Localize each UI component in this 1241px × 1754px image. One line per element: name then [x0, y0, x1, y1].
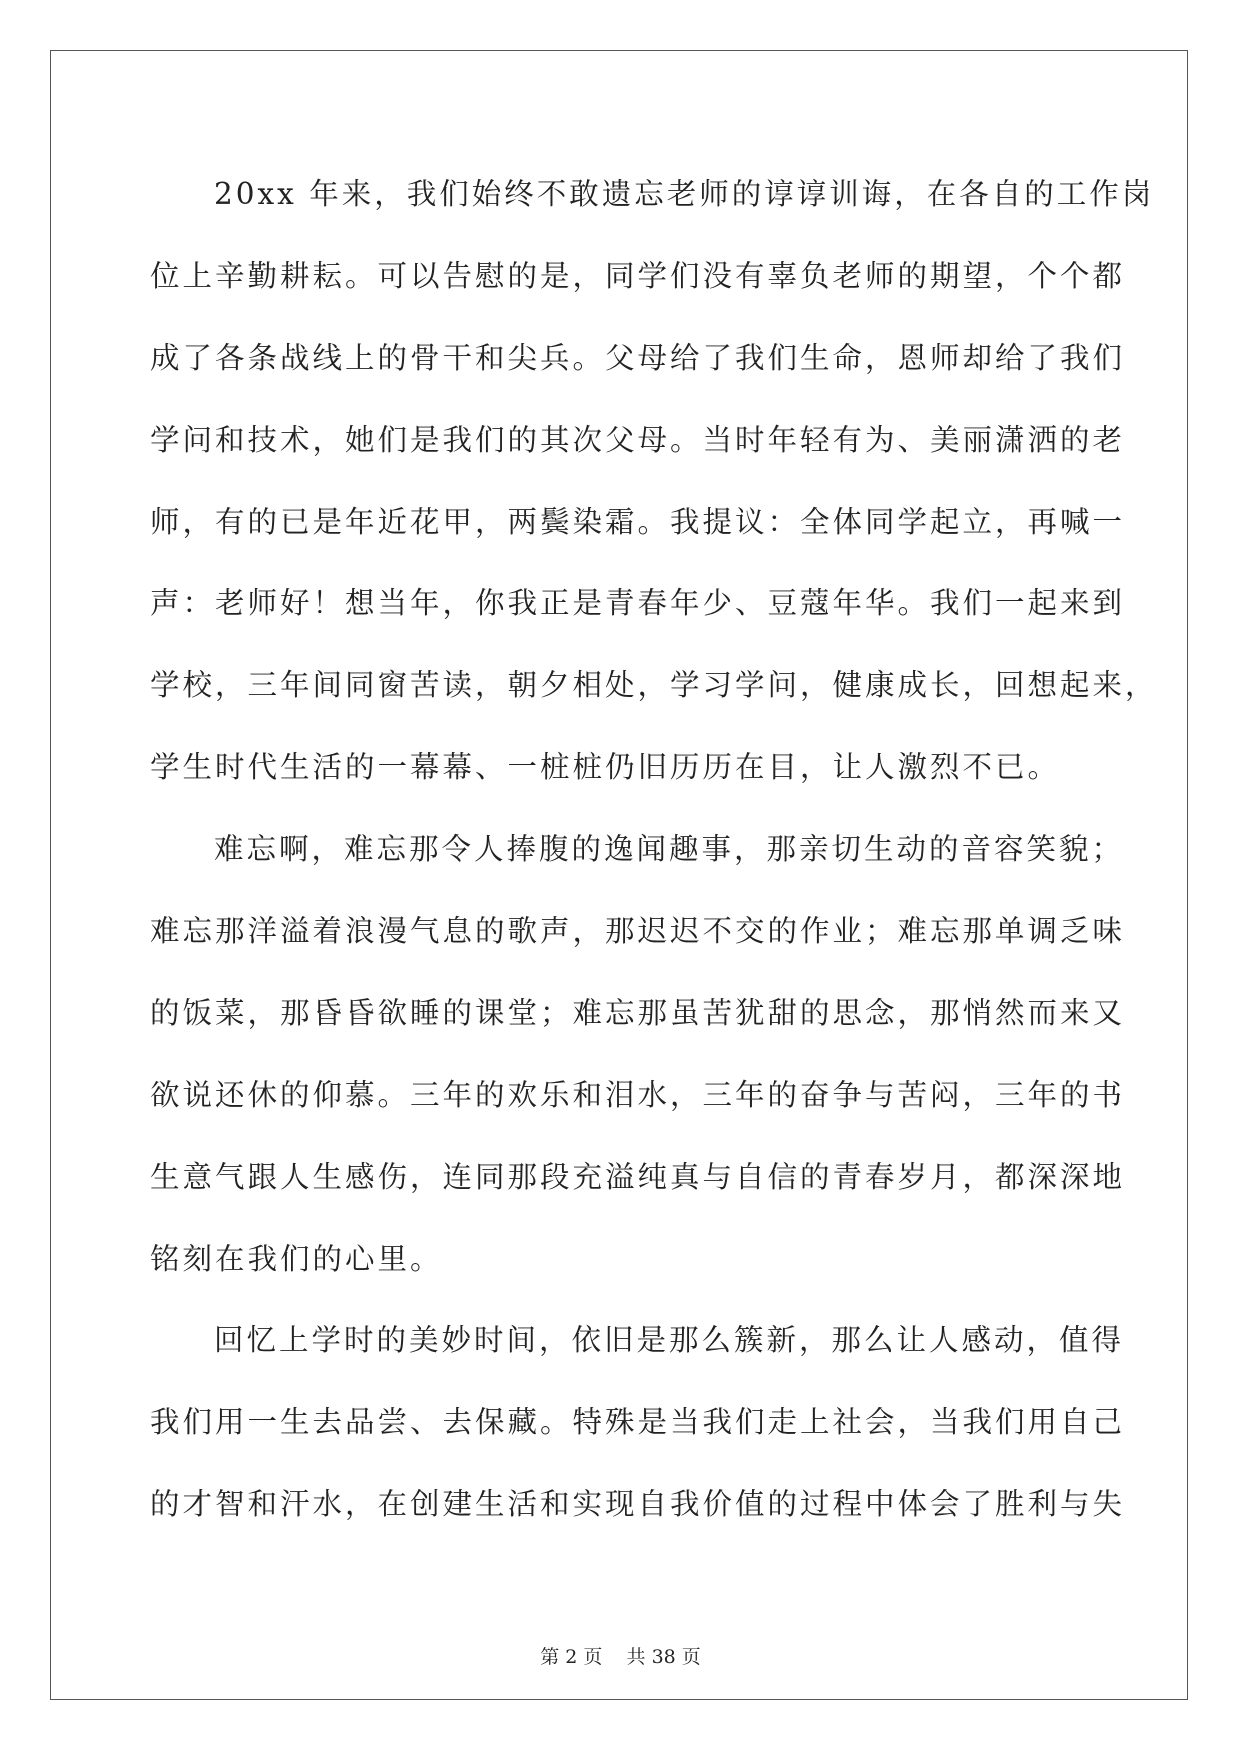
text-line: 声：老师好！想当年，你我正是青春年少、豆蔻年华。我们一起来到 — [150, 586, 1126, 621]
text-line: 师，有的已是年近花甲，两鬓染霜。我提议：全体同学起立，再喊一 — [150, 504, 1126, 539]
text-line: 学生时代生活的一幕幕、一桩桩仍旧历历在目，让人激烈不已。 — [150, 750, 1061, 785]
text-line: 回忆上学时的美妙时间，依旧是那么簇新，那么让人感动，值得 — [214, 1323, 1125, 1358]
text-line: 位上辛勤耕耘。可以告慰的是，同学们没有辜负老师的期望，个个都 — [150, 258, 1126, 293]
text-line: 成了各条战线上的骨干和尖兵。父母给了我们生命，恩师却给了我们 — [150, 340, 1126, 375]
paragraph-1 — [150, 154, 1158, 809]
text-line: 欲说还休的仰慕。三年的欢乐和泪水，三年的奋争与苦闷，三年的书 — [150, 1077, 1126, 1112]
page-total: 共 38 页 — [626, 1646, 701, 1668]
document-body — [150, 154, 1158, 1546]
paragraph-2 — [150, 809, 1126, 1300]
text-line: 20xx 年来，我们始终不敢遗忘老师的谆谆训诲，在各自的工作岗 — [214, 177, 1155, 211]
page-number: 第 2 页 — [540, 1646, 603, 1668]
paragraph-3 — [150, 1300, 1126, 1546]
text-line: 的饭菜，那昏昏欲睡的课堂；难忘那虽苦犹甜的思念，那悄然而来又 — [150, 995, 1126, 1030]
text-line: 铭刻在我们的心里。 — [150, 1241, 443, 1276]
text-line: 学问和技术，她们是我们的其次父母。当时年轻有为、美丽潇洒的老 — [150, 422, 1126, 457]
page-footer — [0, 1642, 1241, 1669]
text-line: 难忘那洋溢着浪漫气息的歌声，那迟迟不交的作业；难忘那单调乏味 — [150, 914, 1126, 949]
text-line: 的才智和汗水，在创建生活和实现自我价值的过程中体会了胜利与失 — [150, 1487, 1126, 1522]
text-line: 学校，三年间同窗苦读，朝夕相处，学习学问，健康成长，回想起来， — [150, 668, 1158, 703]
text-line: 生意气跟人生感伤，连同那段充溢纯真与自信的青春岁月，都深深地 — [150, 1159, 1126, 1194]
text-line: 难忘啊，难忘那令人捧腹的逸闻趣事，那亲切生动的音容笑貌； — [214, 832, 1125, 867]
text-line: 我们用一生去品尝、去保藏。特殊是当我们走上社会，当我们用自己 — [150, 1405, 1126, 1440]
